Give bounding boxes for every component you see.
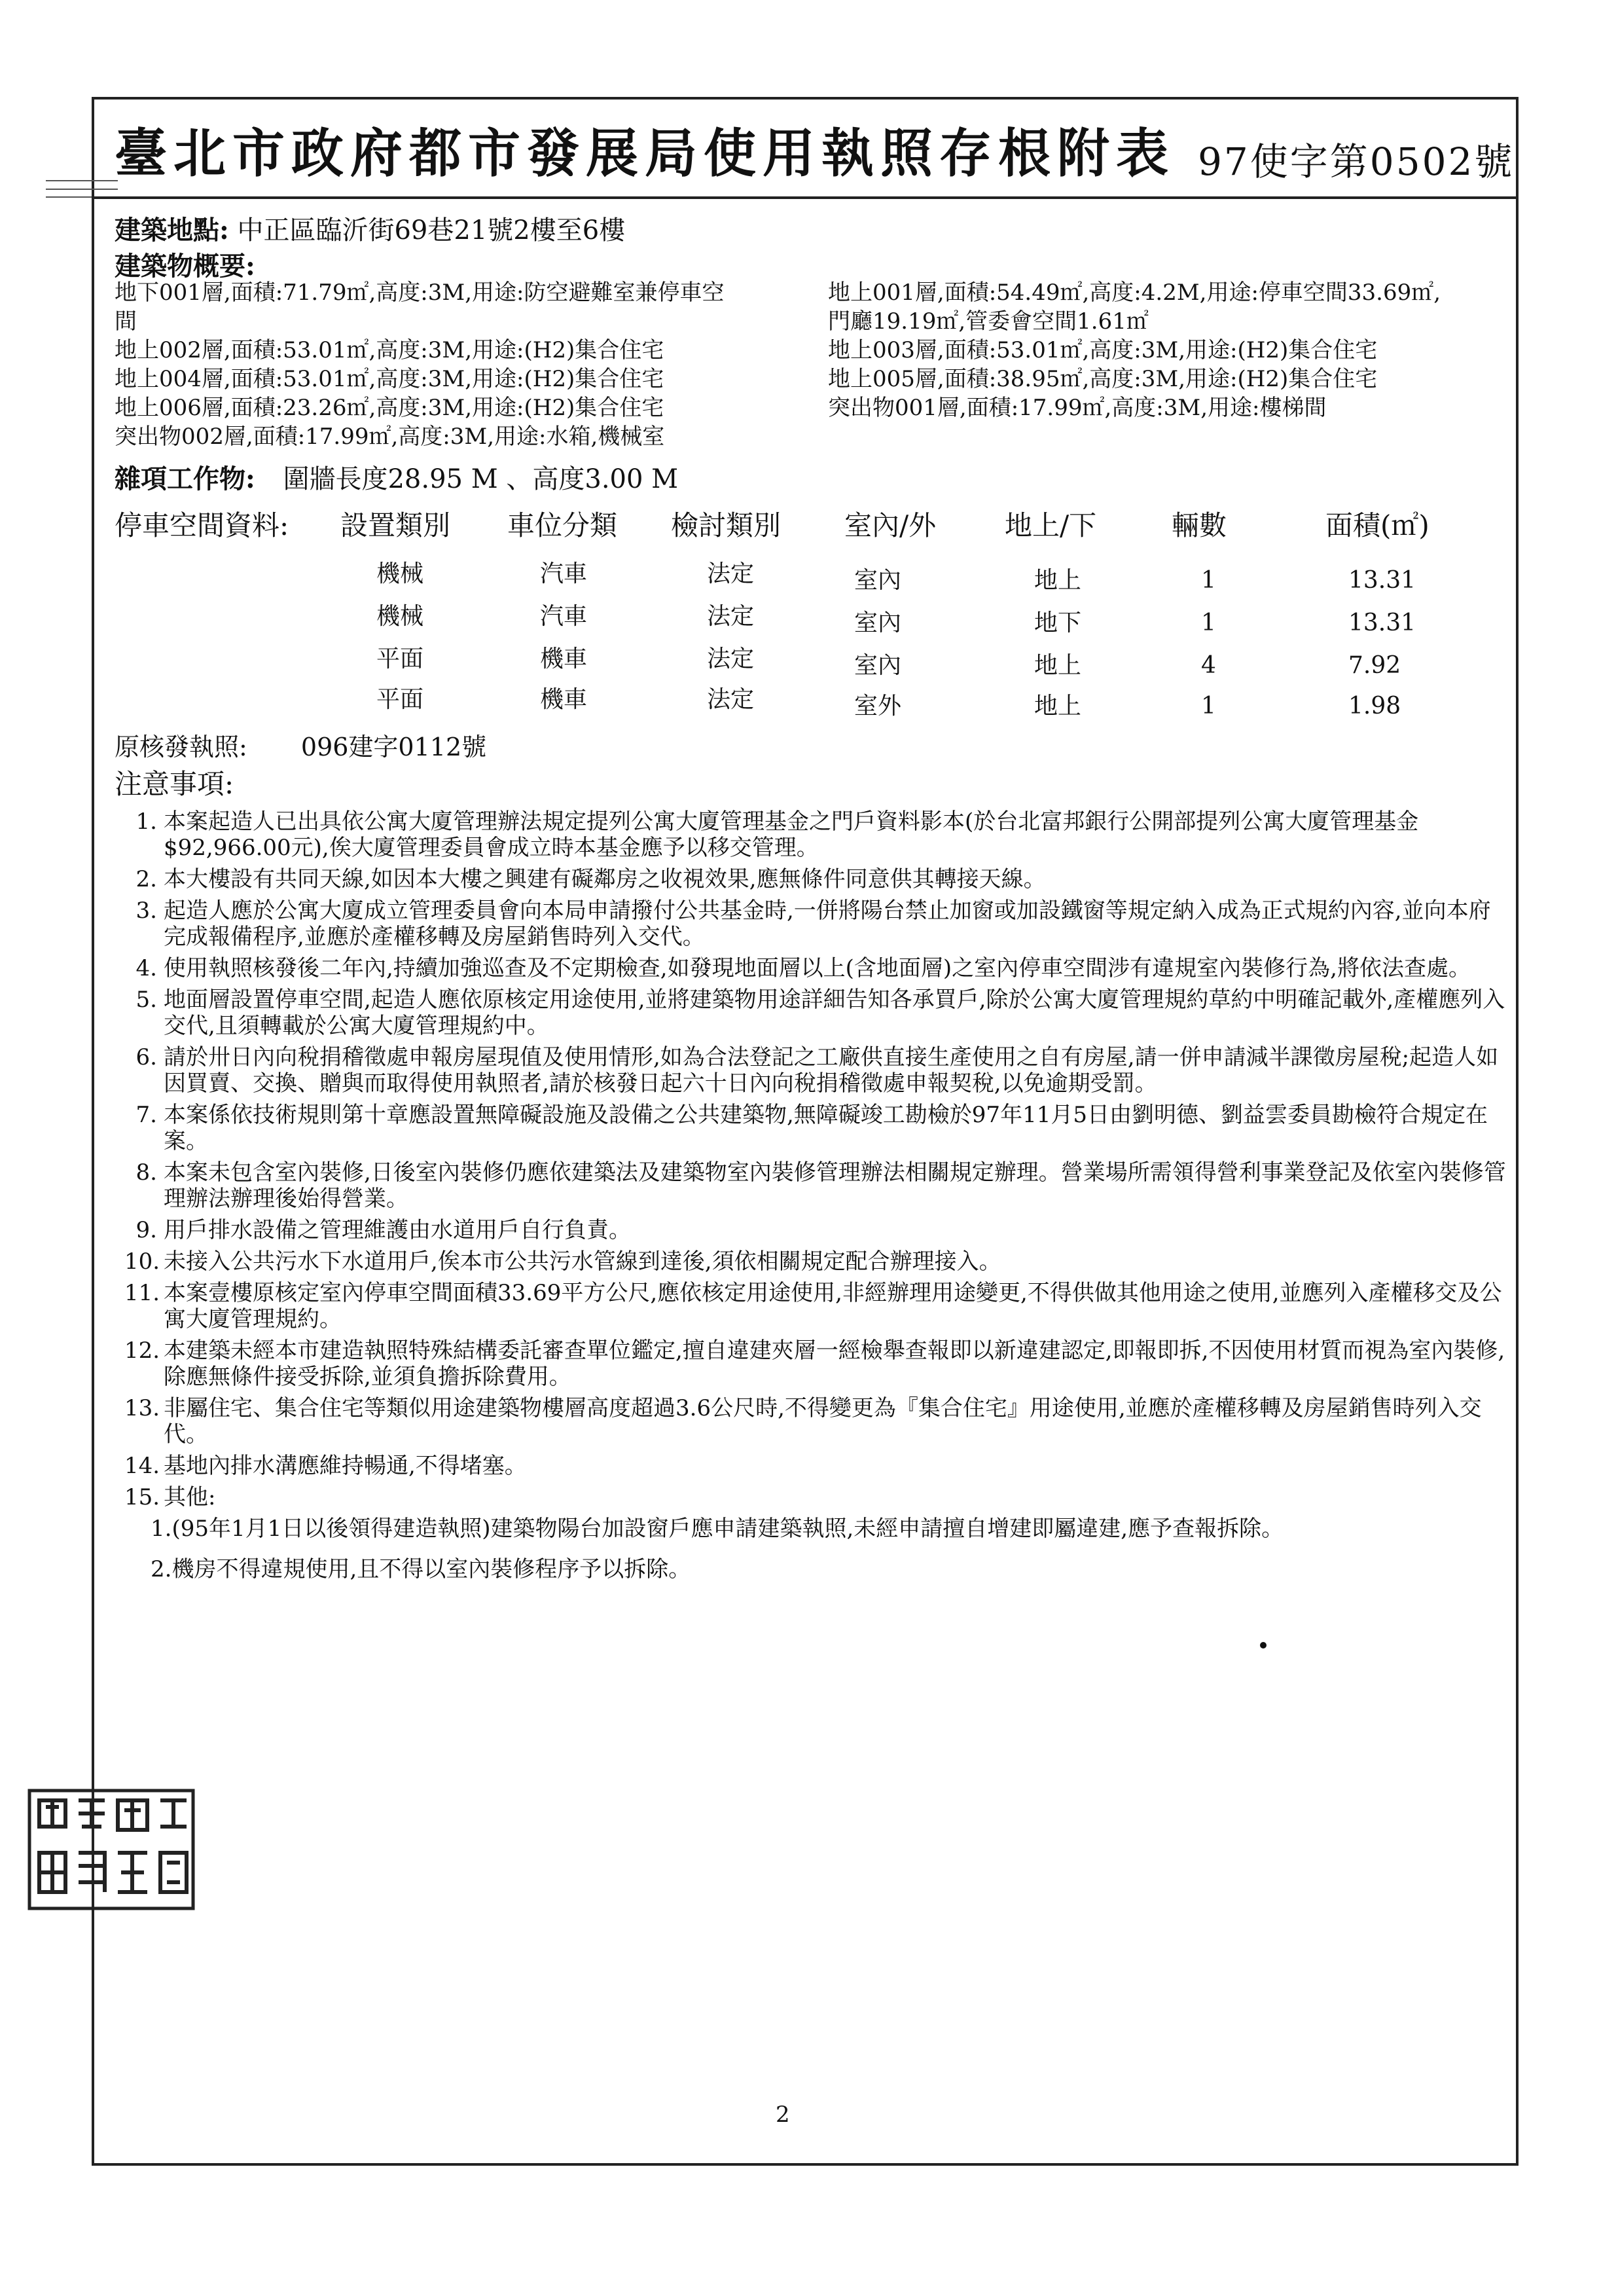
parking-cell: 1 xyxy=(1201,567,1216,594)
parking-header: 室內/外 xyxy=(844,509,937,541)
parking-cell: 平面 xyxy=(376,646,424,672)
note-item xyxy=(124,987,1512,1039)
page-number: 2 xyxy=(776,2102,790,2128)
overview-left-line: 突出物002層,面積:17.99㎡,高度:3M,用途:水箱,機械室 xyxy=(115,424,665,450)
note-number: 8. xyxy=(135,1159,157,1186)
note-number: 14. xyxy=(124,1453,160,1479)
note-text: 其他: xyxy=(164,1484,216,1510)
note-number: 1. xyxy=(135,809,157,835)
parking-cell: 汽車 xyxy=(540,560,588,587)
misc-works-label: 雜項工作物: xyxy=(115,464,255,494)
note-item xyxy=(124,1280,1512,1332)
overview-right-line: 地上003層,面積:53.01㎡,高度:3M,用途:(H2)集合住宅 xyxy=(828,337,1378,363)
overview-left-line: 地上002層,面積:53.01㎡,高度:3M,用途:(H2)集合住宅 xyxy=(115,337,664,363)
overview-right-column xyxy=(828,278,1441,422)
note-item xyxy=(124,1159,1512,1212)
other-items xyxy=(124,1516,1512,1582)
parking-cell: 1 xyxy=(1201,610,1216,636)
note-item xyxy=(124,898,1512,950)
stray-dot xyxy=(1260,1642,1267,1649)
note-item xyxy=(124,1395,1512,1448)
note-item xyxy=(124,1453,1512,1479)
overview-right-line: 門廳19.19㎡,管委會空間1.61㎡ xyxy=(828,308,1149,335)
parking-cell: 法定 xyxy=(707,560,755,587)
parking-header: 面積(㎡) xyxy=(1325,509,1429,541)
original-permit-line xyxy=(115,727,486,763)
note-text: 請於卅日內向稅捐稽徵處申報房屋現值及使用情形,如為合法登記之工廠供直接生產使用之自有房屋,請一併申請減半課徵房屋稅;起造人如因買賣、交換、贈與而取得使用執照者,請於核發日起六十日內向稅捐稽徵處申報契稅,以免逾期受罰。 xyxy=(164,1044,1499,1097)
parking-cell: 7.92 xyxy=(1348,652,1401,679)
parking-header: 地上/下 xyxy=(1005,509,1097,541)
note-number: 3. xyxy=(135,898,157,924)
notes-list xyxy=(124,809,1512,1597)
misc-works-value: 圍牆長度28.95 M 、高度3.00 M xyxy=(283,464,679,494)
note-number: 6. xyxy=(135,1044,157,1070)
address-value: 中正區臨沂街69巷21號2樓至6樓 xyxy=(237,215,626,246)
address-label: 建築地點: xyxy=(115,215,229,246)
parking-cell: 室外 xyxy=(854,693,902,720)
note-number: 13. xyxy=(124,1395,160,1421)
original-permit-value: 096建字0112號 xyxy=(300,733,487,761)
parking-cell: 13.31 xyxy=(1348,567,1416,594)
title-divider xyxy=(92,196,1519,199)
overview-left-column xyxy=(115,278,724,451)
parking-cell: 機車 xyxy=(540,686,588,713)
parking-cell: 1 xyxy=(1201,693,1216,720)
note-text: 未接入公共污水下水道用戶,俟本市公共污水管線到達後,須依相關規定配合辦理接入。 xyxy=(164,1248,1001,1275)
parking-cell: 4 xyxy=(1201,652,1216,679)
parking-cell: 機械 xyxy=(376,560,424,587)
note-text: 非屬住宅、集合住宅等類似用途建築物樓層高度超過3.6公尺時,不得變更為『集合住宅』用途使用,並應於產權移轉及房屋銷售時列入交代。 xyxy=(164,1395,1482,1448)
parking-cell: 法定 xyxy=(707,686,755,713)
note-text: 用戶排水設備之管理維護由水道用戶自行負責。 xyxy=(164,1217,631,1243)
note-number: 4. xyxy=(135,955,157,981)
overview-left-line: 間 xyxy=(115,308,137,335)
parking-cell: 1.98 xyxy=(1348,693,1401,720)
note-text: 地面層設置停車空間,起造人應依原核定用途使用,並將建築物用途詳細告知各承買戶,除於公寓大廈管理規約草約中明確記載外,產權應列入交代,且須轉載於公寓大廈管理規約中。 xyxy=(164,987,1505,1039)
note-number: 15. xyxy=(124,1484,160,1510)
overview-right-line: 地上001層,面積:54.49㎡,高度:4.2M,用途:停車空間33.69㎡, xyxy=(828,280,1441,306)
parking-cell: 地下 xyxy=(1034,610,1082,636)
note-item xyxy=(124,1248,1512,1275)
note-item xyxy=(124,1044,1512,1097)
parking-header: 設置類別 xyxy=(340,509,451,541)
note-number: 9. xyxy=(135,1217,157,1243)
parking-cell: 機械 xyxy=(376,603,424,630)
overview-right-line: 突出物001層,面積:17.99㎡,高度:3M,用途:樓梯間 xyxy=(828,395,1327,421)
other-item: 1.(95年1月1日以後領得建造執照)建築物陽台加設窗戶應申請建築執照,未經申請擅自增建即屬違建,應予查報拆除。 xyxy=(151,1516,1284,1542)
official-seal-stamp xyxy=(26,1787,196,1912)
note-item xyxy=(124,1102,1512,1154)
note-number: 10. xyxy=(124,1248,160,1275)
overview-label: 建築物概要: xyxy=(115,251,255,282)
note-number: 12. xyxy=(124,1338,160,1364)
note-item xyxy=(124,1217,1512,1243)
note-text: 使用執照核發後二年內,持續加強巡查及不定期檢查,如發現地面層以上(含地面層)之室內停車空間涉有違規室內裝修行為,將依法查處。 xyxy=(164,955,1471,981)
note-number: 2. xyxy=(135,866,157,892)
document-title: 臺北市政府都市發展局使用執照存根附表 xyxy=(115,122,1175,184)
parking-label: 停車空間資料: xyxy=(115,509,289,541)
notes-title: 注意事項: xyxy=(115,768,234,800)
parking-cell: 平面 xyxy=(376,686,424,713)
note-item xyxy=(124,1338,1512,1390)
parking-cell: 室內 xyxy=(854,652,902,679)
parking-cell: 地上 xyxy=(1034,567,1082,594)
original-permit-label: 原核發執照: xyxy=(115,733,247,761)
parking-cell: 地上 xyxy=(1034,652,1082,679)
parking-cell: 法定 xyxy=(707,646,755,672)
note-text: 本案起造人已出具依公寓大廈管理辦法規定提列公寓大廈管理基金之門戶資料影本(於台北富邦銀行公開部提列公寓大廈管理基金$92,966.00元),俟大廈管理委員會成立時本基金應予以移交管理。 xyxy=(164,809,1419,861)
note-text: 本案未包含室內裝修,日後室內裝修仍應依建築法及建築物室內裝修管理辦法相關規定辦理。營業場所需領得營利事業登記及依室內裝修管理辦法辦理後始得營業。 xyxy=(164,1159,1506,1212)
note-item xyxy=(124,866,1512,892)
parking-cell: 13.31 xyxy=(1348,610,1416,636)
permit-number: 97使字第0502號 xyxy=(1198,139,1515,184)
other-item: 2.機房不得違規使用,且不得以室內裝修程序予以拆除。 xyxy=(151,1556,691,1582)
address-line xyxy=(115,210,625,247)
parking-cell: 地上 xyxy=(1034,693,1082,720)
parking-cell: 室內 xyxy=(854,567,902,594)
overview-left-line: 地下001層,面積:71.79㎡,高度:3M,用途:防空避難室兼停車空 xyxy=(115,280,725,306)
note-text: 本大樓設有共同天線,如因本大樓之興建有礙鄰房之收視效果,應無條件同意供其轉接天線。 xyxy=(164,866,1046,892)
parking-header: 檢討類別 xyxy=(671,509,782,541)
overview-right-line: 地上005層,面積:38.95㎡,高度:3M,用途:(H2)集合住宅 xyxy=(828,366,1378,392)
parking-header: 車位分類 xyxy=(507,509,618,541)
note-text: 起造人應於公寓大廈成立管理委員會向本局申請撥付公共基金時,一併將陽台禁止加窗或加設鐵窗等規定納入成為正式規約內容,並向本府完成報備程序,並應於產權移轉及房屋銷售時列入交代。 xyxy=(164,898,1491,950)
overview-left-line: 地上006層,面積:23.26㎡,高度:3M,用途:(H2)集合住宅 xyxy=(115,395,664,421)
note-text: 本案係依技術規則第十章應設置無障礙設施及設備之公共建築物,無障礙竣工勘檢於97年11月5日由劉明德、劉益雲委員勘檢符合規定在案。 xyxy=(164,1102,1488,1154)
note-item xyxy=(124,1484,1512,1510)
misc-works-line xyxy=(115,458,678,496)
note-number: 7. xyxy=(135,1102,157,1128)
note-text: 本建築未經本市建造執照特殊結構委託審查單位鑑定,擅自違建夾層一經檢舉查報即以新違建認定,即報即拆,不因使用材質而視為室內裝修,除應無條件接受拆除,並須負擔拆除費用。 xyxy=(164,1338,1505,1390)
note-text: 基地內排水溝應維持暢通,不得堵塞。 xyxy=(164,1453,527,1479)
parking-cell: 室內 xyxy=(854,610,902,636)
note-text: 本案壹樓原核定室內停車空間面積33.69平方公尺,應依核定用途使用,非經辦理用途變更,不得供做其他用途之使用,並應列入產權移交及公寓大廈管理規約。 xyxy=(164,1280,1502,1332)
parking-cell: 汽車 xyxy=(540,603,588,630)
note-number: 11. xyxy=(124,1280,160,1306)
parking-cell: 機車 xyxy=(540,646,588,672)
note-item xyxy=(124,955,1512,981)
note-number: 5. xyxy=(135,987,157,1013)
note-item xyxy=(124,809,1512,861)
overview-left-line: 地上004層,面積:53.01㎡,高度:3M,用途:(H2)集合住宅 xyxy=(115,366,664,392)
parking-cell: 法定 xyxy=(707,603,755,630)
parking-header: 輛數 xyxy=(1172,509,1227,541)
